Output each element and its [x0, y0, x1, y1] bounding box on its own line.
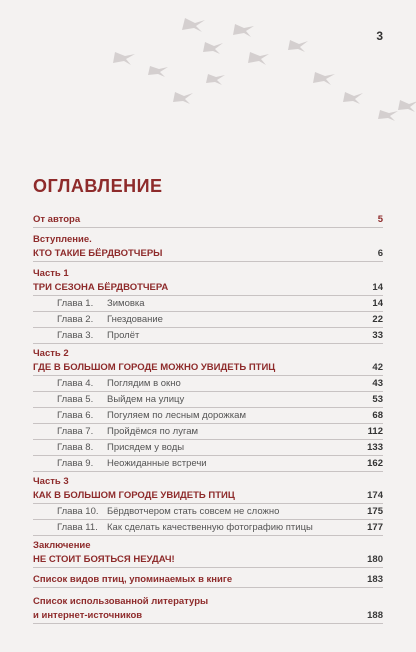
chapter-title: Гнездование — [107, 314, 163, 325]
toc-chapter[interactable] — [33, 410, 383, 426]
toc-page-number: 14 — [372, 298, 383, 309]
toc-part-header: Часть 3 — [33, 476, 69, 487]
chapter-title: Присядем у воды — [107, 442, 185, 453]
chapter-number: Глава 8. — [57, 442, 94, 453]
toc-page-number: 5 — [377, 214, 383, 225]
chapter-number: Глава 9. — [57, 458, 94, 469]
chapter-title: Неожиданные встречи — [107, 458, 207, 469]
toc-part-header: Часть 1 — [33, 268, 69, 279]
toc-page-number: 162 — [367, 458, 383, 469]
toc-page-number: 175 — [367, 506, 383, 517]
toc-entry-label: Список видов птиц, упоминаемых в книге — [33, 574, 233, 585]
chapter-title: Зимовка — [107, 298, 145, 309]
toc-entry-author[interactable] — [33, 214, 383, 230]
dotted-rule — [33, 587, 383, 588]
chapter-number: Глава 11. — [57, 522, 98, 533]
toc-page-number: 177 — [367, 522, 383, 533]
chapter-number: Глава 10. — [57, 506, 99, 517]
toc-page-number: 53 — [372, 394, 383, 405]
toc-entry-label: От автора — [33, 214, 81, 225]
toc-part-title: ТРИ СЕЗОНА БЁРДВОТЧЕРА — [33, 282, 169, 293]
toc-part-3[interactable] — [33, 476, 383, 538]
toc-page-number: 22 — [372, 314, 383, 325]
dotted-rule — [33, 439, 383, 440]
toc-chapter[interactable] — [33, 298, 383, 314]
chapter-title: Бёрдвотчером стать совсем не сложно — [107, 506, 280, 517]
toc-page-number: 33 — [372, 330, 383, 341]
chapter-number: Глава 4. — [57, 378, 94, 389]
toc-entry-conclusion[interactable] — [33, 540, 383, 570]
chapter-title: Как сделать качественную фотографию птицы — [107, 522, 313, 533]
toc-entry-intro[interactable] — [33, 234, 383, 264]
dotted-rule — [33, 343, 383, 344]
toc-chapter[interactable] — [33, 394, 383, 410]
chapter-number: Глава 7. — [57, 426, 94, 437]
toc-entry-literature[interactable] — [33, 596, 383, 626]
toc-page-number: 188 — [367, 610, 383, 621]
toc-page-number: 43 — [372, 378, 383, 389]
toc-entry-species[interactable] — [33, 574, 383, 590]
toc-part-title: ГДЕ В БОЛЬШОМ ГОРОДЕ МОЖНО УВИДЕТЬ ПТИЦ — [33, 362, 276, 373]
toc-chapter[interactable] — [33, 426, 383, 442]
chapter-number: Глава 6. — [57, 410, 94, 421]
toc-page-number: 6 — [377, 248, 383, 259]
dotted-rule — [33, 375, 383, 376]
page-number: 3 — [376, 29, 383, 43]
chapter-title: Пролёт — [107, 330, 140, 341]
toc-title: ОГЛАВЛЕНИЕ — [33, 176, 163, 196]
dotted-rule — [33, 623, 383, 624]
dotted-rule — [33, 327, 383, 328]
toc-page-number: 174 — [367, 490, 383, 501]
toc-chapter[interactable] — [33, 522, 383, 538]
toc-page-number: 133 — [367, 442, 383, 453]
chapter-number: Глава 5. — [57, 394, 94, 405]
toc-part-2[interactable] — [33, 348, 383, 474]
toc-chapter[interactable] — [33, 458, 383, 474]
toc-page-number: 183 — [367, 574, 383, 585]
chapter-title: Пройдёмся по лугам — [107, 426, 199, 437]
toc-chapter[interactable] — [33, 330, 383, 346]
dotted-rule — [33, 227, 383, 228]
chapter-title: Погуляем по лесным дорожкам — [107, 410, 246, 421]
toc-chapter[interactable] — [33, 314, 383, 330]
chapter-number: Глава 2. — [57, 314, 94, 325]
toc-entry-label-line2: и интернет-источников — [33, 610, 143, 621]
toc-entry-label-line1: Список использованной литературы — [33, 596, 209, 607]
chapter-title: Выйдем на улицу — [107, 394, 185, 405]
toc-section-title: КТО ТАКИЕ БЁРДВОТЧЕРЫ — [33, 248, 163, 259]
toc-section-header: Заключение — [33, 540, 91, 551]
toc-page-number: 68 — [372, 410, 383, 421]
toc-page-number: 14 — [372, 282, 383, 293]
dotted-rule — [33, 455, 383, 456]
toc-section-header: Вступление. — [33, 234, 92, 245]
dotted-rule — [33, 535, 383, 536]
dotted-rule — [33, 567, 383, 568]
dotted-rule — [33, 503, 383, 504]
dotted-rule — [33, 519, 383, 520]
flying-birds-illustration — [0, 0, 416, 150]
toc-chapter[interactable] — [33, 378, 383, 394]
toc-chapter[interactable] — [33, 506, 383, 522]
chapter-title: Поглядим в окно — [107, 378, 181, 389]
dotted-rule — [33, 311, 383, 312]
dotted-rule — [33, 407, 383, 408]
dotted-rule — [33, 261, 383, 262]
toc-part-title: КАК В БОЛЬШОМ ГОРОДЕ УВИДЕТЬ ПТИЦ — [33, 490, 235, 501]
toc-chapter[interactable] — [33, 442, 383, 458]
dotted-rule — [33, 471, 383, 472]
toc-page-number: 112 — [367, 426, 383, 437]
chapter-number: Глава 1. — [57, 298, 94, 309]
dotted-rule — [33, 391, 383, 392]
toc-page-number: 180 — [367, 554, 383, 565]
dotted-rule — [33, 423, 383, 424]
toc-part-header: Часть 2 — [33, 348, 69, 359]
toc-page-number: 42 — [372, 362, 383, 373]
toc-section-title: НЕ СТОИТ БОЯТЬСЯ НЕУДАЧ! — [33, 554, 175, 565]
chapter-number: Глава 3. — [57, 330, 94, 341]
dotted-rule — [33, 295, 383, 296]
toc-part-1[interactable] — [33, 268, 383, 346]
